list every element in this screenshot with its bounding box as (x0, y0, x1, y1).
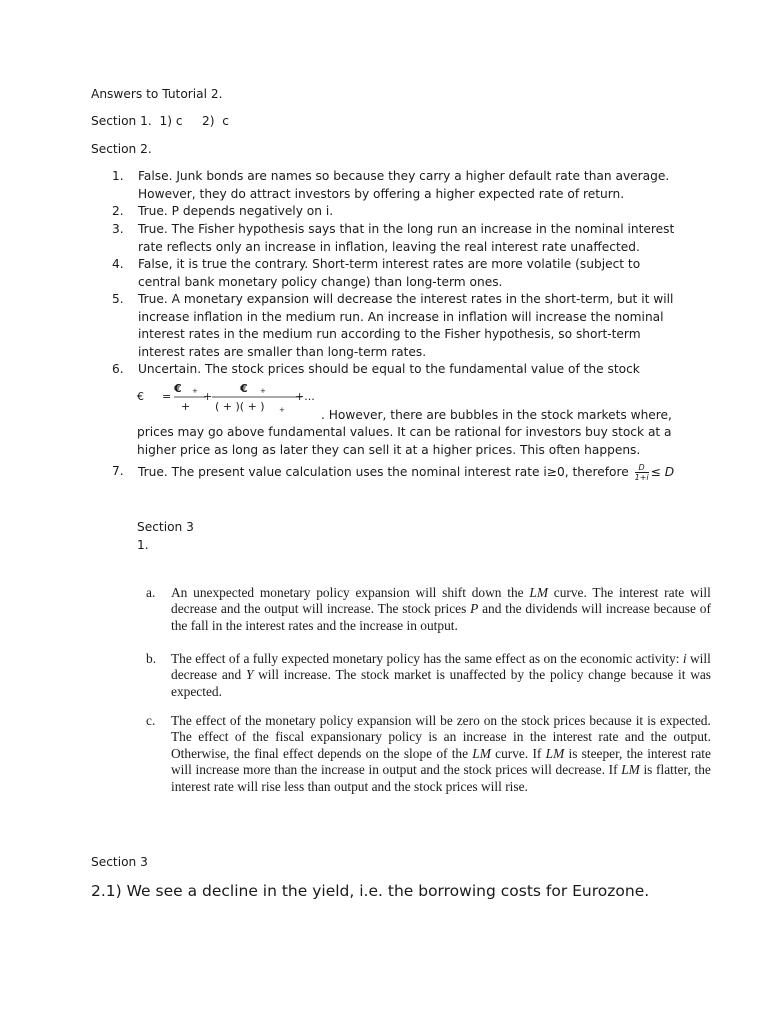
formula-den2: ( + )( + ) (215, 400, 265, 413)
formula-lhs: € (137, 390, 144, 403)
item-text: True. The Fisher hypothesis says that in the long run an increase in the nominal interest rate reflects only an increase in inflation, leaving the real interest rate unaffected. (138, 222, 675, 254)
part-letter: b. (146, 651, 157, 666)
pv-relation: ≤ D (650, 465, 675, 479)
section-3-question-number: 1. (137, 538, 149, 552)
item-text: Uncertain. The stock prices should be equal to the fundamental value of the stock (138, 362, 640, 376)
math-symbol: LM (545, 745, 565, 761)
item-number: 2. (112, 204, 124, 218)
item-6-continuation-text-1: . However, there are bubbles in the stock markets where, (321, 408, 672, 422)
math-symbol: LM (529, 585, 548, 600)
item-number: 1. (112, 169, 124, 183)
pv-denominator: 1+i (634, 473, 649, 482)
formula-plus1: + (203, 390, 213, 403)
math-symbol: i (682, 651, 687, 666)
item-text: True. A monetary expansion will decrease the interest rates in the short-term, but it will increase inflation in the medium run. An increase in inflation will increase the nominal interest rates in the medium run according to the Fisher hypothesis, so short-term interest rates are smaller than long-term rates. (138, 292, 674, 359)
item-text (138, 463, 698, 482)
document-title: Answers to Tutorial 2. (91, 87, 223, 101)
math-symbol: P (470, 601, 479, 617)
item-number: 7. (112, 464, 124, 478)
item-number: 4. (112, 257, 124, 271)
question-2-1-answer: 2.1) We see a decline in the yield, i.e. the borrowing costs for Eurozone. (91, 882, 650, 900)
formula-fraction-lines (174, 396, 304, 400)
part-letter: a. (146, 585, 156, 600)
section-2-heading: Section 2. (91, 142, 152, 156)
section-3-heading: Section 3 (137, 520, 194, 534)
formula-den1: + (181, 400, 191, 413)
math-symbol: LM (472, 745, 491, 761)
pv-numerator: D (635, 463, 649, 473)
item-text: False. Junk bonds are names so because they carry a higher default rate than average. However, they do attract investors by offering a higher expected rate of return. (138, 169, 670, 201)
part-b-text: The effect of a fully expected monetary policy has the same effect as on the economic activity: i will decrease and Y will increase. The stock market is unaffected by the policy change because it was expected. (171, 651, 712, 699)
part-c-text: The effect of the monetary policy expansion will be zero on the stock prices because it is expected. The effect of the fiscal expansionary policy is an increase in the interest rate and the output. Otherwise, the final effect depends on the slope of the LM curve. If LM is steeper, the interest rate will increase more than the increase in output and the stock prices will decrease. If LM is flatter, the interest rate will rise less than output and the stock prices will rise. (171, 713, 711, 794)
section-3-second-heading: Section 3 (91, 855, 148, 869)
item-text: False, it is true the contrary. Short-term interest rates are more volatile (subject to central bank monetary policy change) than long-term ones. (138, 257, 641, 289)
item-text: True. P depends negatively on i. (138, 204, 334, 218)
math-symbol: Y (245, 667, 254, 683)
item-number: 5. (112, 292, 124, 306)
item-number: 3. (112, 222, 124, 236)
section-1-answers: Section 1. 1) c 2) c (91, 114, 229, 128)
part-letter: c. (146, 713, 156, 728)
formula-dsub: + (279, 406, 285, 414)
item-6-continuation-text-2: prices may go above fundamental values. It can be rational for investors buy stock at a higher price as long as later they can sell it at a higher prices. This often happens. (137, 425, 672, 457)
math-symbol: LM (621, 762, 640, 778)
formula-sub2: + (260, 387, 266, 395)
part-a-text: An unexpected monetary policy expansion will shift down the LM curve. The interest rate will decrease and the output will increase. The stock prices P and the dividends will increase because of the fall in the interest rates and the increase in output. (171, 585, 711, 633)
pv-fraction (635, 463, 649, 482)
formula-tail: +... (295, 390, 315, 403)
item-7-text: True. The present value calculation uses the nominal interest rate i≥0, therefore (138, 465, 629, 479)
item-6-continuation-first (321, 407, 672, 425)
formula-num1: € (174, 382, 182, 395)
formula-sub1: + (192, 387, 198, 395)
item-number: 6. (112, 362, 124, 376)
formula-eq: = (162, 390, 172, 403)
item-6-continuation (137, 424, 682, 459)
formula-num2: € (240, 382, 248, 395)
fundamental-value-formula (137, 382, 337, 416)
